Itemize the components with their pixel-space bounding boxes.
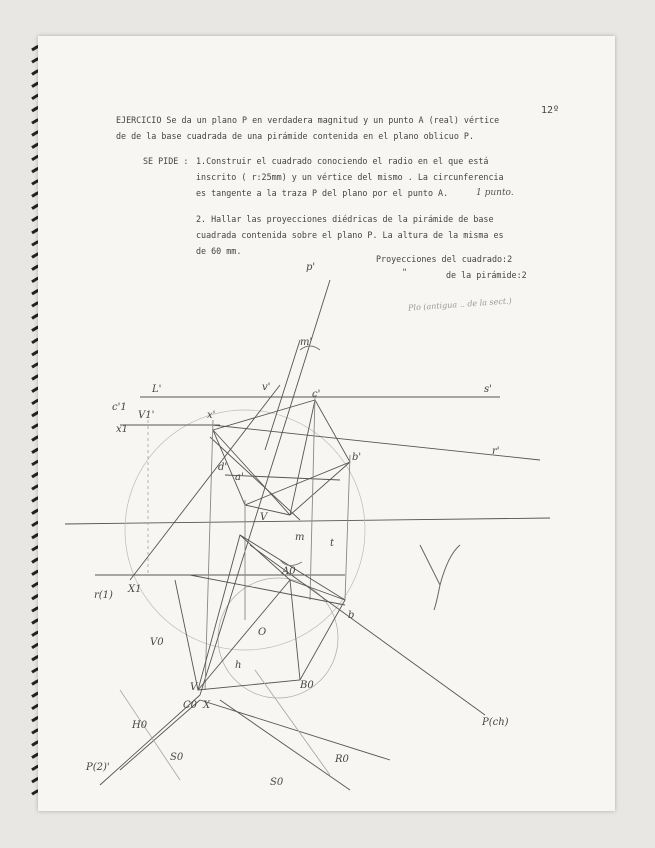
label-v-prime: v' — [262, 382, 271, 393]
label-p-ch: P(ch) — [482, 717, 509, 728]
exercise-number: 12º — [541, 105, 560, 116]
label-s0b: S0 — [270, 777, 284, 788]
task-item1-line1: 1.Construir el cuadrado conociendo el radio en el que está — [196, 156, 489, 166]
label-s0: S0 — [170, 752, 184, 763]
label-x1: x1 — [116, 424, 129, 435]
label-x-lower: X — [203, 700, 211, 711]
label-p-prime: p' — [306, 262, 316, 273]
task-item1-line3: es tangente a la traza P del plano por el punto A. — [196, 188, 449, 198]
exercise-line-1: EJERCICIO Se da un plano P en verdadera magnitud y un punto A (real) vértice — [116, 115, 500, 125]
label-r-prime: r' — [492, 446, 500, 457]
pencil-note: Plo (antigua .. de la sect.) — [407, 296, 512, 313]
projection-pyramid: de la pirámide:2 — [446, 270, 527, 280]
label-m-prime: m' — [300, 337, 313, 348]
task-label: SE PIDE : — [143, 156, 189, 166]
label-t: t — [330, 538, 335, 549]
label-o: O — [258, 627, 267, 638]
label-p2: P(2)' — [86, 762, 110, 773]
label-h: h — [235, 660, 242, 671]
ground-line — [65, 518, 550, 524]
projection-dash: " — [402, 267, 408, 277]
label-r0: R0 — [335, 754, 349, 765]
label-b-prime: b' — [352, 452, 362, 463]
square-plan — [198, 535, 345, 690]
label-s-prime: s' — [484, 384, 492, 395]
task-item1-points: 1 punto. — [476, 188, 514, 198]
label-l-prime: L' — [152, 384, 162, 395]
task-item2-line2: cuadrada contenida sobre el plano P. La altura de la misma es — [196, 230, 504, 240]
label-d-prime: d' — [218, 462, 228, 473]
label-c0: C0 — [183, 700, 198, 711]
label-a-prime: a' — [235, 472, 244, 483]
task-item1-line2: inscrito ( r:25mm) y un vértice del mismo . La circunferencia — [196, 172, 504, 182]
label-c-prime: c' — [312, 389, 321, 400]
label-v1-prime: V1' — [138, 410, 155, 421]
label-v-upper: V — [260, 512, 268, 523]
task-item2-line3: de 60 mm. — [196, 246, 242, 256]
label-x1-lower: X1 — [128, 584, 142, 595]
gamma-symbol — [420, 545, 460, 610]
label-rc: r(1) — [94, 590, 113, 601]
label-h0: H0 — [132, 720, 148, 731]
projection-square: Proyecciones del cuadrado:2 — [376, 254, 513, 264]
exercise-line-2: de de la base cuadrada de una pirámide contenida en el plano oblicuo P. — [116, 131, 474, 141]
task-item2-line1: 2. Hallar las proyecciones diédricas de la pirámide de base — [196, 214, 494, 224]
label-v-lower: V — [190, 682, 198, 693]
label-a0: A0 — [282, 566, 296, 577]
label-b0: B0 — [300, 680, 314, 691]
label-m: m — [295, 532, 305, 543]
label-v0: V0 — [150, 637, 164, 648]
label-c1-prime: c'1 — [112, 402, 127, 413]
label-x-prime: x' — [207, 410, 216, 421]
label-b-lower: b — [348, 610, 355, 621]
